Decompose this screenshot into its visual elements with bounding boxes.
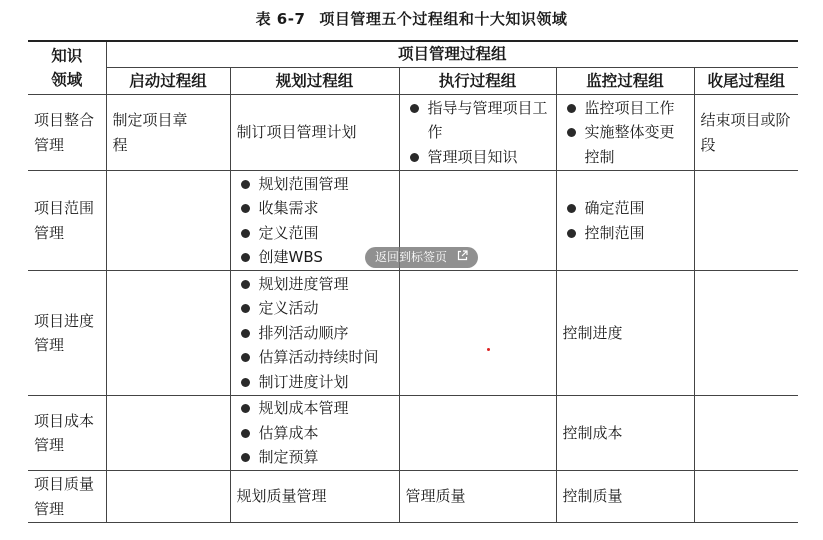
- table-row: [28, 271, 798, 396]
- cell-initiating: [106, 95, 230, 171]
- cell-monitoring: [556, 171, 694, 271]
- list-item: 定义范围: [237, 221, 393, 246]
- list-item: 控制范围: [563, 221, 688, 246]
- cell-executing: [399, 95, 556, 171]
- header-process-groups: 项目管理过程组: [106, 41, 798, 68]
- list-item: 规划范围管理: [237, 172, 393, 197]
- header-initiating: 启动过程组: [106, 68, 230, 95]
- caption-number: 表 6-7: [255, 10, 306, 28]
- cell-planning: [230, 471, 399, 523]
- external-link-icon: [457, 247, 468, 268]
- table-row: [28, 396, 798, 471]
- cell-text: 制订项目管理计划: [236, 123, 357, 142]
- cell-text: 结束项目或阶段: [700, 111, 791, 154]
- table-row: [28, 95, 798, 171]
- cell-initiating: [106, 171, 230, 271]
- list-item: 排列活动顺序: [237, 321, 393, 346]
- area-schedule: [28, 271, 106, 396]
- cell-text: 控制质量: [562, 487, 623, 506]
- area-label: 项目范围管理: [34, 199, 95, 242]
- cell-closing: [694, 471, 798, 523]
- cell-text: 控制成本: [562, 423, 623, 442]
- area-label: 项目成本管理: [34, 411, 95, 454]
- header-area-line1: 知识: [51, 46, 83, 65]
- area-label: 项目质量管理: [34, 475, 95, 518]
- cell-text: 制定项目章程: [112, 111, 188, 154]
- list-item: 规划成本管理: [237, 396, 393, 421]
- header-closing: 收尾过程组: [694, 68, 798, 95]
- cell-text: 规划质量管理: [236, 487, 327, 506]
- area-scope: [28, 171, 106, 271]
- header-executing: 执行过程组: [399, 68, 556, 95]
- list-item: 确定范围: [563, 196, 688, 221]
- list-item: 收集需求: [237, 196, 393, 221]
- cell-executing: [399, 271, 556, 396]
- list-item: 创建WBS: [237, 245, 393, 270]
- header-knowledge-area: [28, 41, 106, 95]
- area-integration: [28, 95, 106, 171]
- cell-executing: [399, 396, 556, 471]
- list-item: 估算成本: [237, 421, 393, 446]
- cell-monitoring: [556, 271, 694, 396]
- cell-closing: [694, 171, 798, 271]
- list-item: 制定预算: [237, 445, 393, 470]
- area-label: 项目整合管理: [34, 111, 95, 154]
- list-item: 估算活动持续时间: [237, 345, 393, 370]
- list-item: 定义活动: [237, 296, 393, 321]
- cell-initiating: [106, 471, 230, 523]
- header-monitoring: 监控过程组: [556, 68, 694, 95]
- header-planning: 规划过程组: [230, 68, 399, 95]
- cell-text: 管理质量: [405, 487, 466, 506]
- list-item: 实施整体变更控制: [563, 120, 688, 169]
- area-label: 项目进度管理: [34, 311, 95, 354]
- process-group-table: [28, 40, 798, 523]
- caption-title: 项目管理五个过程组和十大知识领域: [319, 10, 568, 28]
- area-cost: [28, 396, 106, 471]
- list-item: 管理项目知识: [406, 145, 550, 170]
- cell-initiating: [106, 271, 230, 396]
- cell-planning: [230, 396, 399, 471]
- cell-monitoring: [556, 471, 694, 523]
- cell-monitoring: [556, 396, 694, 471]
- cell-closing: [694, 95, 798, 171]
- list-item: 监控项目工作: [563, 96, 688, 121]
- list-item: 规划进度管理: [237, 272, 393, 297]
- cell-planning: [230, 95, 399, 171]
- list-item: 指导与管理项目工作: [406, 96, 550, 145]
- cell-closing: [694, 271, 798, 396]
- cell-text: 控制进度: [562, 323, 623, 342]
- cell-initiating: [106, 396, 230, 471]
- header-area-line2: 领域: [51, 71, 83, 89]
- list-item: 制订进度计划: [237, 370, 393, 395]
- area-quality: [28, 471, 106, 523]
- cell-monitoring: [556, 95, 694, 171]
- stray-dot: [487, 348, 490, 351]
- back-to-tab-button[interactable]: [365, 247, 478, 268]
- table-row: [28, 471, 798, 523]
- cell-executing: [399, 471, 556, 523]
- cell-closing: [694, 396, 798, 471]
- table-caption: [0, 8, 823, 29]
- back-to-tab-label: 返回到标签页: [375, 250, 448, 264]
- cell-planning: [230, 271, 399, 396]
